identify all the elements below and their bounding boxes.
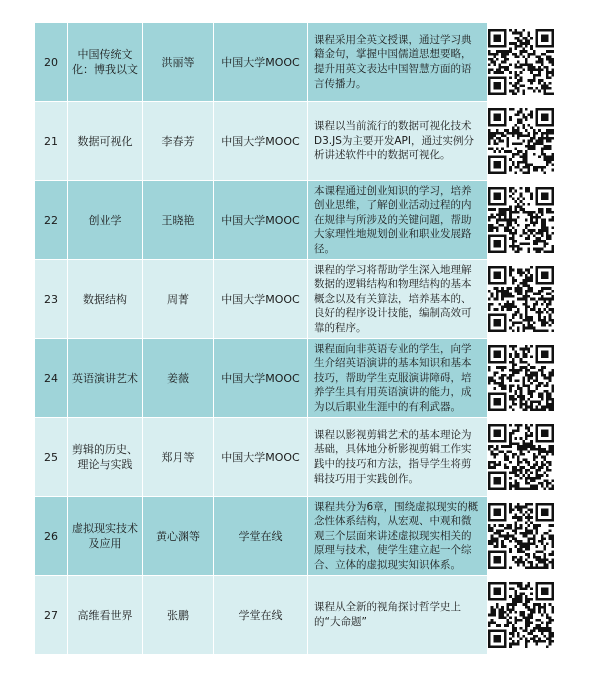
course-number: 24 <box>35 339 68 418</box>
course-teacher: 张鹏 <box>143 576 214 655</box>
table-row <box>35 418 555 497</box>
course-platform: 中国大学MOOC <box>214 102 308 181</box>
course-teacher: 郑月等 <box>143 418 214 497</box>
course-platform: 中国大学MOOC <box>214 23 308 102</box>
course-name: 高维看世界 <box>68 576 143 655</box>
qr-code-icon[interactable] <box>488 266 554 332</box>
course-name: 剪辑的历史、理论与实践 <box>68 418 143 497</box>
course-name: 数据结构 <box>68 260 143 339</box>
course-teacher: 王晓艳 <box>143 181 214 260</box>
qr-code-icon[interactable] <box>488 29 554 95</box>
course-description: 课程采用全英文授课，通过学习典籍金句，掌握中国儒道思想要略，提升用英文表达中国智慧方面的语言传播力。 <box>308 23 488 102</box>
course-platform: 中国大学MOOC <box>214 260 308 339</box>
course-number: 26 <box>35 497 68 576</box>
table-row <box>35 339 555 418</box>
course-number: 25 <box>35 418 68 497</box>
course-description: 课程的学习将帮助学生深入地理解数据的逻辑结构和物理结构的基本概念以及有关算法，培养基本的、良好的程序设计技能，编制高效可靠的程序。 <box>308 260 488 339</box>
qr-code-icon[interactable] <box>488 345 554 411</box>
qr-code-icon[interactable] <box>488 503 554 569</box>
course-number: 27 <box>35 576 68 655</box>
course-description: 课程共分为6章，围绕虚拟现实的概念性体系结构，从宏观、中观和微观三个层面来讲述虚拟现实相关的原理与技术，使学生建立起一个综合、立体的虚拟现实知识体系。 <box>308 497 488 576</box>
course-teacher: 李春芳 <box>143 102 214 181</box>
course-number: 22 <box>35 181 68 260</box>
qr-code-icon[interactable] <box>488 108 554 174</box>
course-platform: 中国大学MOOC <box>214 339 308 418</box>
course-teacher: 姜薇 <box>143 339 214 418</box>
course-description: 课程面向非英语专业的学生，向学生介绍英语演讲的基本知识和基本技巧，帮助学生克服演讲障碍，培养学生具有用英语演讲的能力，成为以后职业生涯中的有利武器。 <box>308 339 488 418</box>
course-number: 21 <box>35 102 68 181</box>
table-row <box>35 260 555 339</box>
course-description: 课程以当前流行的数据可视化技术D3.JS为主要开发API，通过实例分析讲述软件中的数据可视化。 <box>308 102 488 181</box>
qr-code-icon[interactable] <box>488 582 554 648</box>
table-row <box>35 497 555 576</box>
course-platform: 中国大学MOOC <box>214 418 308 497</box>
course-platform: 中国大学MOOC <box>214 181 308 260</box>
course-number: 20 <box>35 23 68 102</box>
course-platform: 学堂在线 <box>214 497 308 576</box>
course-description: 课程以影视剪辑艺术的基本理论为基础，具体地分析影视剪辑工作实践中的技巧和方法，指导学生将剪辑技巧用于实践创作。 <box>308 418 488 497</box>
course-platform: 学堂在线 <box>214 576 308 655</box>
qr-code-icon[interactable] <box>488 424 554 490</box>
course-name: 英语演讲艺术 <box>68 339 143 418</box>
course-description: 本课程通过创业知识的学习，培养创业思维，了解创业活动过程的内在规律与所涉及的关键问题，帮助大家理性地规划创业和职业发展路径。 <box>308 181 488 260</box>
course-description: 课程从全新的视角探讨哲学史上的“大命题” <box>308 576 488 655</box>
table-row <box>35 102 555 181</box>
table-row <box>35 23 555 102</box>
course-table <box>34 22 555 655</box>
course-name: 创业学 <box>68 181 143 260</box>
course-number: 23 <box>35 260 68 339</box>
course-name: 数据可视化 <box>68 102 143 181</box>
course-teacher: 洪丽等 <box>143 23 214 102</box>
course-teacher: 黄心渊等 <box>143 497 214 576</box>
qr-code-icon[interactable] <box>488 187 554 253</box>
course-teacher: 周菁 <box>143 260 214 339</box>
course-name: 中国传统文化：博我以文 <box>68 23 143 102</box>
course-name: 虚拟现实技术及应用 <box>68 497 143 576</box>
table-row <box>35 576 555 655</box>
table-row <box>35 181 555 260</box>
